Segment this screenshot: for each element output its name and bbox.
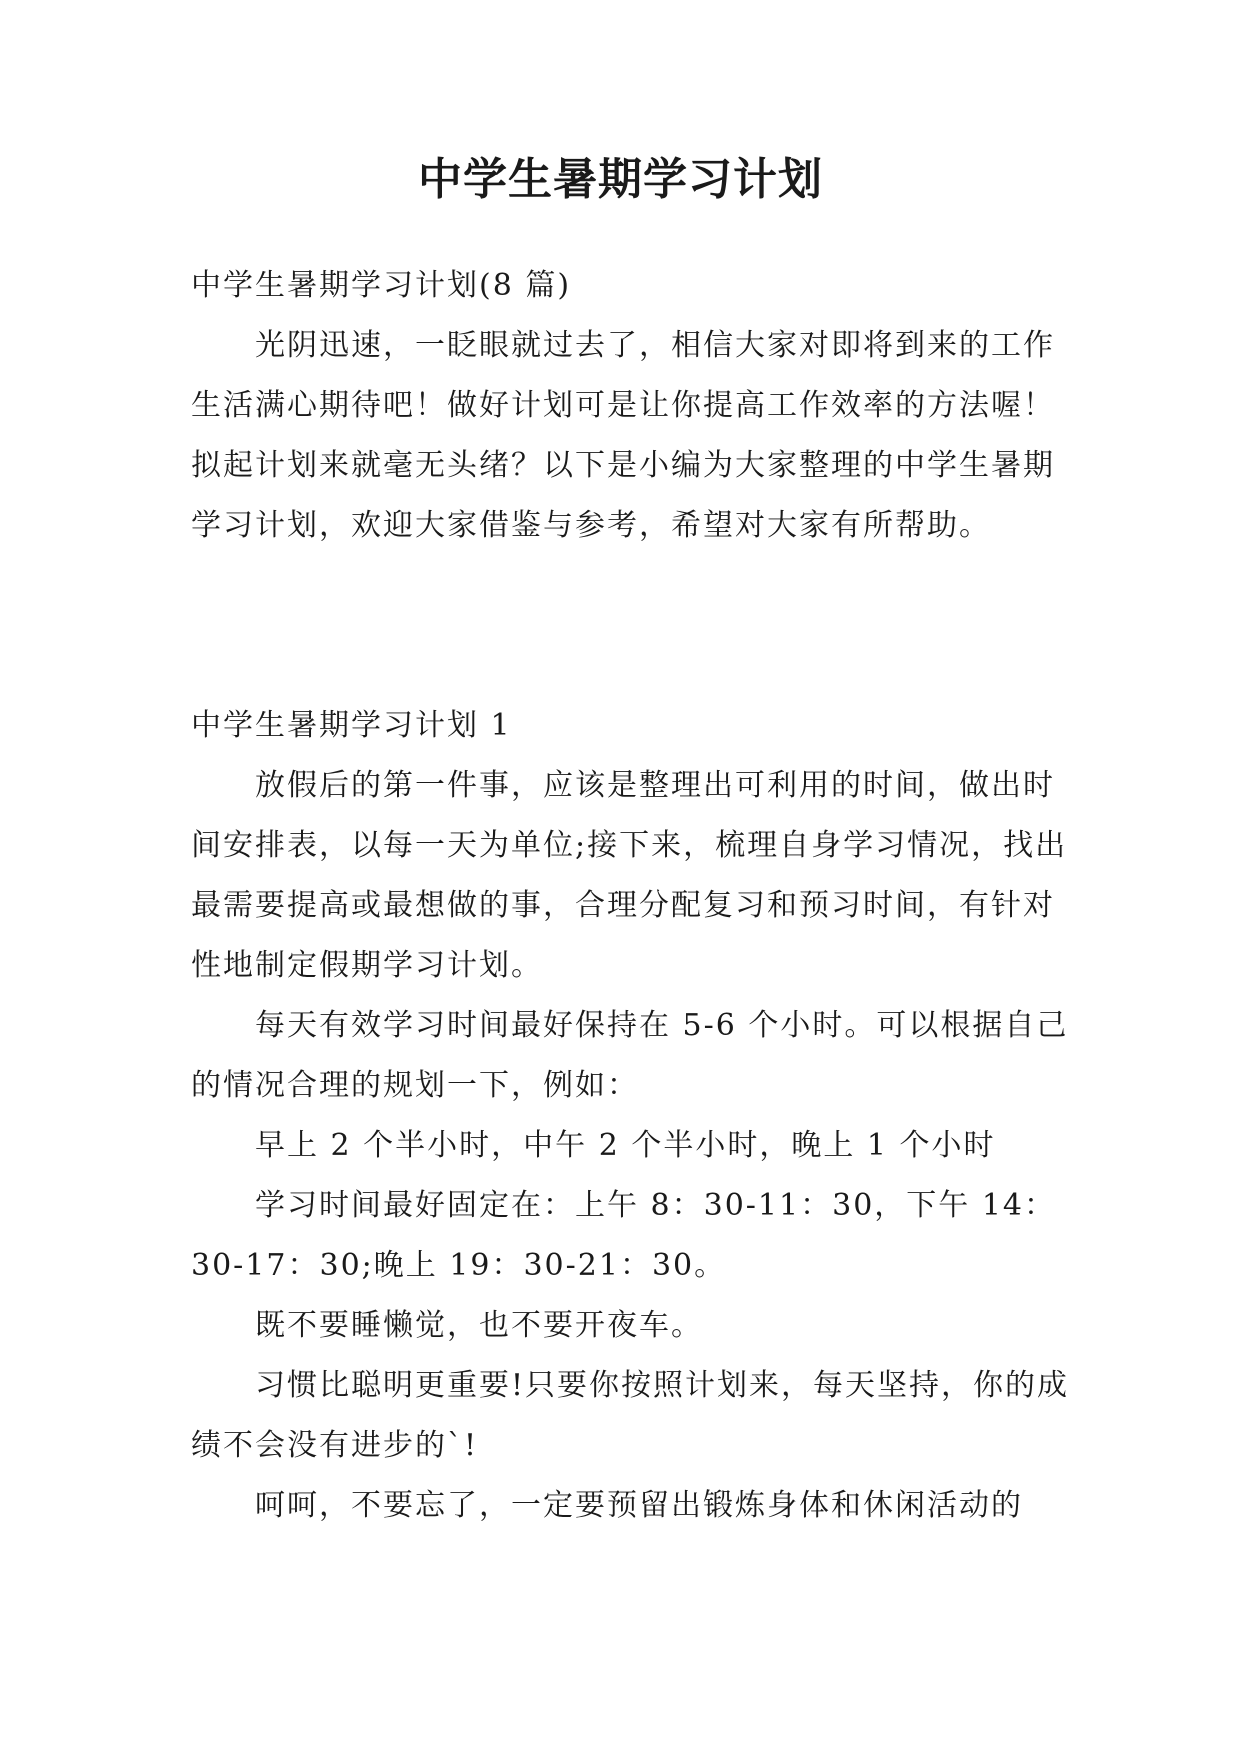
body-paragraph: 每天有效学习时间最好保持在 5-6 个小时。可以根据自己的情况合理的规划一下，例如： (191, 1008, 1069, 1103)
body-paragraph: 学习时间最好固定在：上午 8：30-11：30，下午 14：30-17：30;晚上 19：30-21：30。 (191, 1188, 1056, 1283)
body-paragraph: 早上 2 个半小时，中午 2 个半小时，晚上 1 个小时 (255, 1128, 996, 1163)
intro-paragraph: 光阴迅速，一眨眼就过去了，相信大家对即将到来的工作生活满心期待吧！做好计划可是让你提高工作效率的方法喔！拟起计划来就毫无头绪？以下是小编为大家整理的中学生暑期学习计划，欢迎大家借鉴与参考，希望对大家有所帮助。 (191, 328, 1055, 543)
section-heading: 中学生暑期学习计划 1 (191, 708, 512, 743)
body-paragraph: 呵呵，不要忘了，一定要预留出锻炼身体和休闲活动的 (255, 1488, 1023, 1523)
section-spacer (191, 556, 1071, 696)
document-body (191, 256, 1071, 1536)
document-title: 中学生暑期学习计划 (418, 154, 823, 205)
body-paragraph: 放假后的第一件事，应该是整理出可利用的时间，做出时间安排表，以每一天为单位;接下来，梳理自身学习情况，找出最需要提高或最想做的事，合理分配复习和预习时间，有针对性地制定假期学习计划。 (191, 768, 1068, 983)
body-paragraph: 习惯比聪明更重要!只要你按照计划来，每天坚持，你的成绩不会没有进步的`! (191, 1368, 1070, 1463)
document-subtitle: 中学生暑期学习计划(8 篇) (191, 268, 572, 303)
body-paragraph: 既不要睡懒觉，也不要开夜车。 (255, 1308, 703, 1343)
